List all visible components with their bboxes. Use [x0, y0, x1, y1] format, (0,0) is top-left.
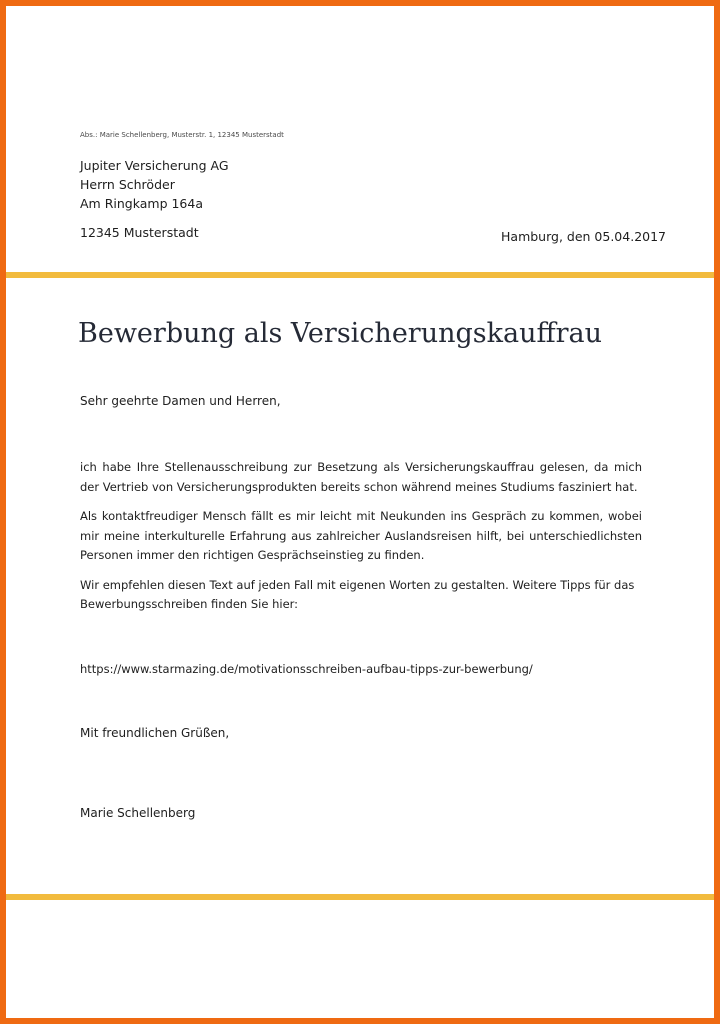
bottom-divider	[6, 894, 714, 900]
recipient-contact: Herrn Schröder	[80, 177, 175, 192]
recipient-city: 12345 Musterstadt	[80, 225, 199, 240]
top-divider	[6, 272, 714, 278]
recipient-address	[80, 156, 229, 213]
closing: Mit freundlichen Grüßen,	[80, 726, 230, 740]
letter-body	[80, 458, 642, 625]
sender-return-address: Abs.: Marie Schellenberg, Musterstr. 1, 12345 Musterstadt	[80, 131, 284, 139]
tips-url: https://www.starmazing.de/motivationsschreiben-aufbau-tipps-zur-bewerbung/	[80, 662, 533, 676]
recipient-street: Am Ringkamp 164a	[80, 196, 203, 211]
body-paragraph-1: ich habe Ihre Stellenausschreibung zur Besetzung als Versicherungskauffrau gelesen, da mich der Vertrieb von Versicherungsprodukten bereits schon während meines Studiums fasziniert hat.	[80, 460, 642, 494]
body-paragraph-2: Als kontaktfreudiger Mensch fällt es mir leicht mit Neukunden ins Gespräch zu kommen, wobei mir meine interkulturelle Erfahrung aus zahlreicher Auslandsreisen hilft, bei unterschiedlichsten Personen immer den richtigen Gesprächseinstieg zu finden.	[80, 509, 642, 562]
letter-title: Bewerbung als Versicherungskauffrau	[78, 318, 603, 349]
signature-name: Marie Schellenberg	[80, 806, 196, 820]
letter-date: Hamburg, den 05.04.2017	[501, 229, 666, 244]
salutation: Sehr geehrte Damen und Herren,	[80, 394, 281, 408]
recipient-company: Jupiter Versicherung AG	[80, 158, 229, 173]
body-paragraph-3: Wir empfehlen diesen Text auf jeden Fall mit eigenen Worten zu gestalten. Weitere Tipps für das Bewerbungsschreiben finden Sie hier:	[80, 577, 635, 611]
